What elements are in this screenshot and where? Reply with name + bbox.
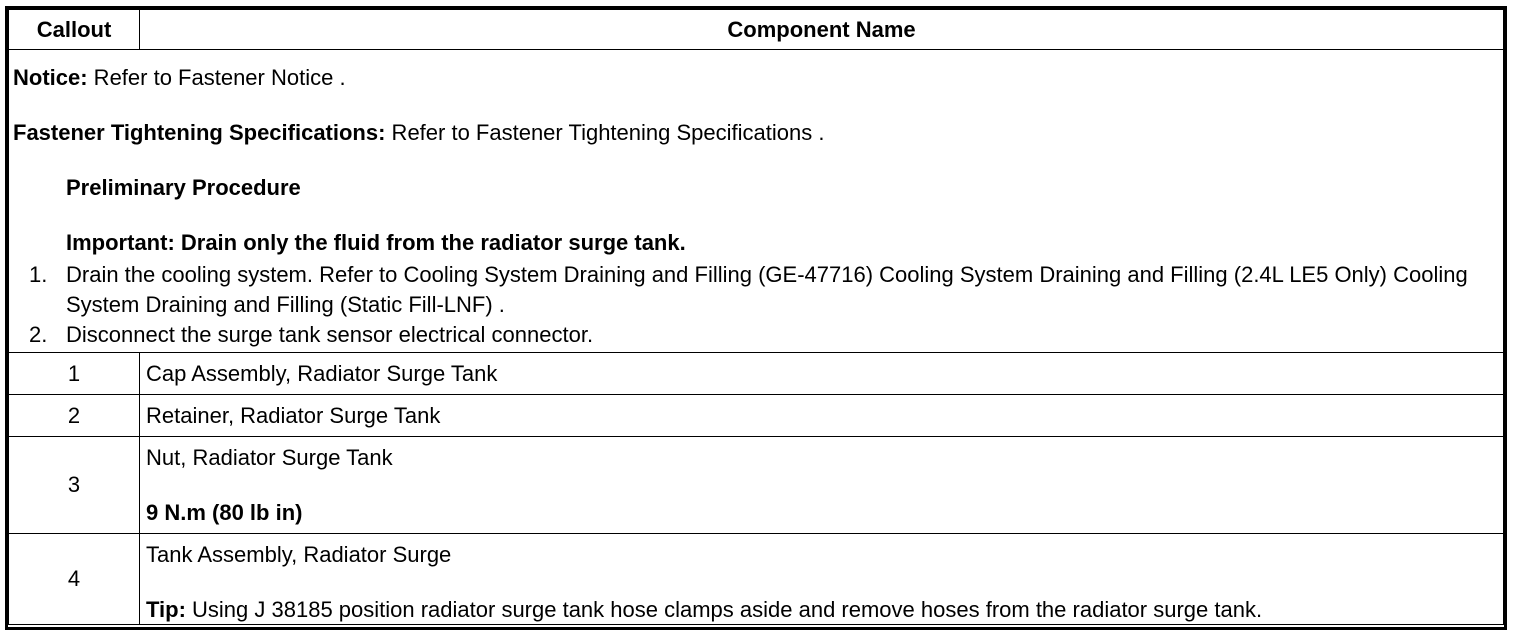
callout-number: 2 <box>9 395 140 437</box>
tip-paragraph <box>146 596 1503 624</box>
fastener-spec-label: Fastener Tightening Specifications: <box>13 120 386 145</box>
tip-text: Using J 38185 position radiator surge tank hose clamps aside and remove hoses from the radiator surge tank. <box>185 597 1263 622</box>
component-name: Cap Assembly, Radiator Surge Tank <box>140 353 1504 395</box>
table-row <box>9 437 1504 534</box>
table-row <box>9 534 1504 625</box>
table-row <box>9 395 1504 437</box>
procedure-step <box>13 260 1503 320</box>
notice-paragraph <box>13 64 1503 92</box>
component-name: Tank Assembly, Radiator Surge <box>146 542 452 567</box>
table-row <box>9 353 1504 395</box>
notice-label: Notice: <box>13 65 88 90</box>
fastener-spec-paragraph <box>13 119 1503 147</box>
important-note: Important: Drain only the fluid from the radiator surge tank. <box>66 230 686 255</box>
step-text: Drain the cooling system. Refer to Cooling System Draining and Filling (GE-47716) Cooling System Draining and Filling (2.4L LE5 Only) Cooling System Draining and Filling (Static Fill-LNF) . <box>66 262 1468 317</box>
step-text: Disconnect the surge tank sensor electrical connector. <box>66 322 594 347</box>
callout-number: 3 <box>9 437 140 534</box>
notes-row <box>9 50 1504 353</box>
step-number: 2. <box>29 322 48 347</box>
callout-number: 1 <box>9 353 140 395</box>
component-cell <box>140 437 1504 534</box>
notice-text: Refer to Fastener Notice . <box>87 65 346 90</box>
callout-header: Callout <box>9 10 140 50</box>
component-name: Nut, Radiator Surge Tank <box>146 445 393 470</box>
step-number: 1. <box>29 262 48 287</box>
procedure-step <box>13 320 1503 350</box>
callout-number: 4 <box>9 534 140 625</box>
component-name: Retainer, Radiator Surge Tank <box>140 395 1504 437</box>
notes-cell <box>9 50 1504 353</box>
fastener-spec-text: Refer to Fastener Tightening Specifications . <box>385 120 825 145</box>
component-table <box>8 9 1504 625</box>
torque-spec: 9 N.m (80 lb in) <box>146 500 303 525</box>
header-row <box>9 10 1504 50</box>
preliminary-heading: Preliminary Procedure <box>66 175 301 200</box>
tip-label: Tip: <box>146 597 186 622</box>
procedure-steps <box>13 260 1503 350</box>
component-cell <box>140 534 1504 625</box>
component-name-header: Component Name <box>140 10 1504 50</box>
component-table-frame <box>5 6 1507 630</box>
